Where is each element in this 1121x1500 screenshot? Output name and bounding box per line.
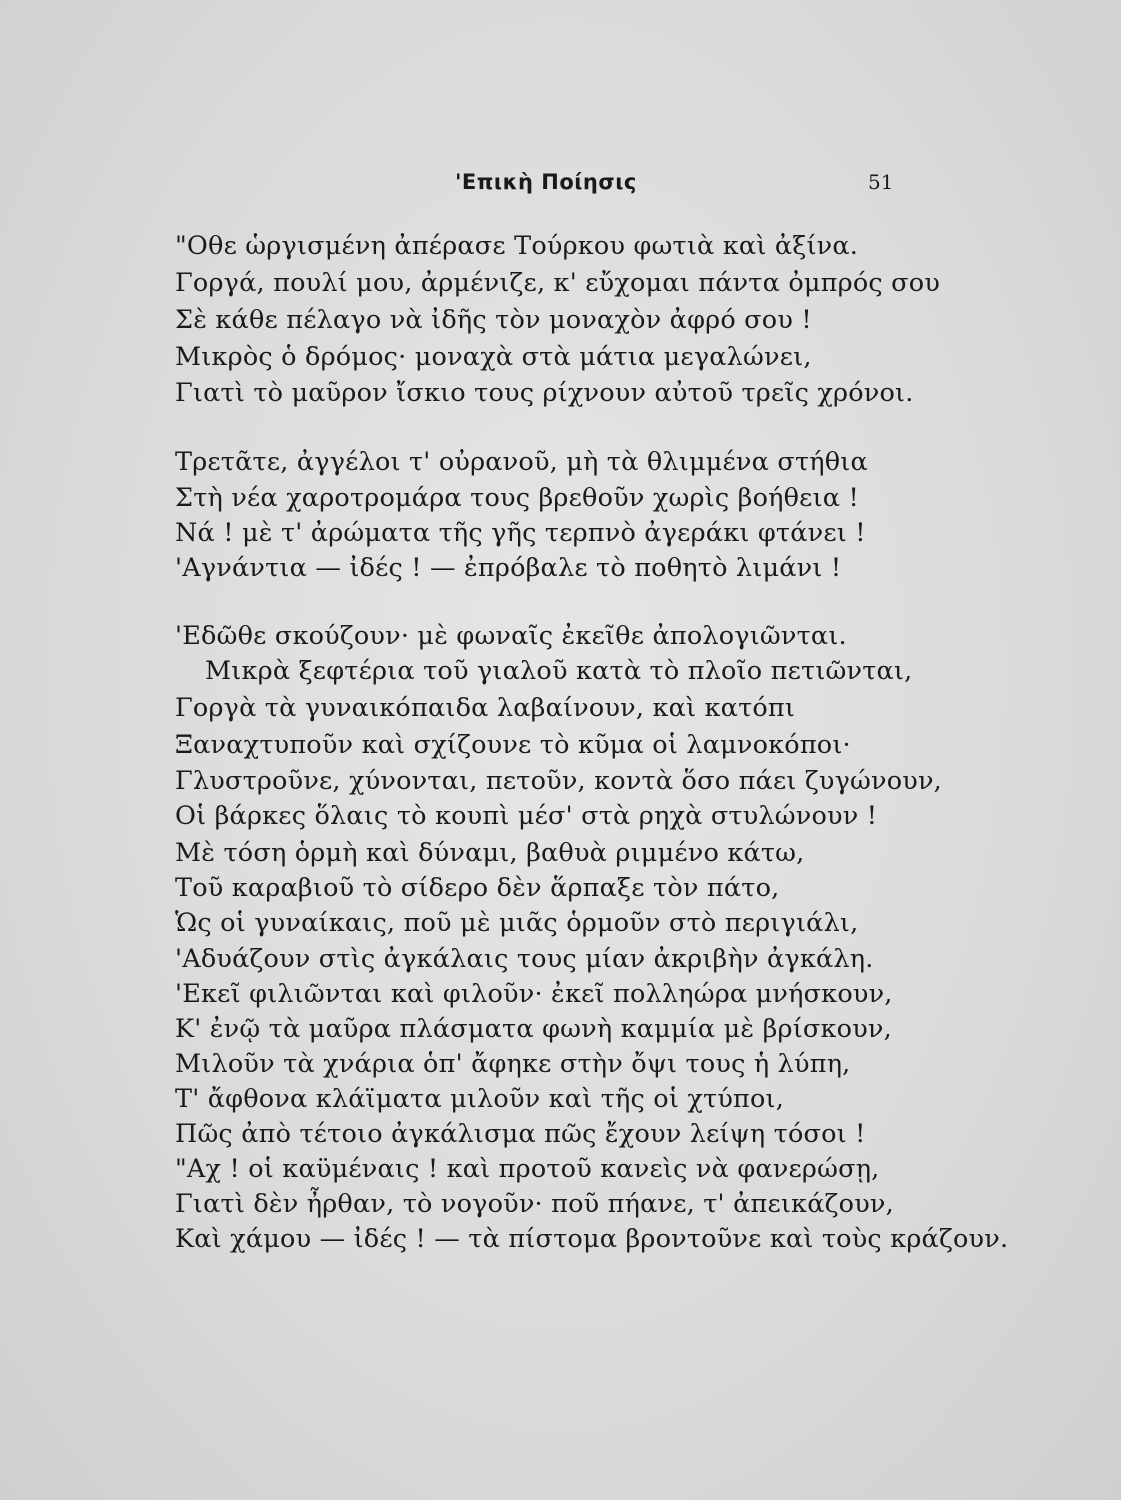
- running-title: 'Επικὴ Ποίησις: [455, 170, 637, 194]
- poem-line: Νά ! μὲ τ' ἀρώματα τῆς γῆς τερπνὸ ἀγεράκι φτάνει !: [175, 518, 866, 548]
- page-number: 51: [868, 170, 894, 194]
- poem-line: Γοργὰ τὰ γυναικόπαιδα λαβαίνουν, καὶ κατόπι: [175, 693, 796, 723]
- poem-line: Γλυστροῦνε, χύνονται, πετοῦν, κοντὰ ὅσο πάει ζυγώνουν,: [175, 766, 942, 796]
- poem-line: "Αχ ! οἱ καϋμέναις ! καὶ προτοῦ κανεὶς νὰ φανερώσῃ,: [175, 1154, 880, 1184]
- poem-line: Κ' ἐνῷ τὰ μαῦρα πλάσματα φωνὴ καμμία μὲ βρίσκουν,: [175, 1014, 892, 1044]
- poem-line: Καὶ χάμου — ἰδές ! — τὰ πίστομα βροντοῦνε καὶ τοὺς κράζουν.: [175, 1224, 1009, 1254]
- poem-line: Τοῦ καραβιοῦ τὸ σίδερο δὲν ἅρπαξε τὸν πάτο,: [175, 873, 780, 903]
- poem-line: "Οθε ὡργισμένη ἀπέρασε Τούρκου φωτιὰ καὶ ἀξίνα.: [175, 231, 859, 261]
- poem-line: Στὴ νέα χαροτρομάρα τους βρεθοῦν χωρὶς βοήθεια !: [175, 483, 859, 513]
- poem-line: 'Αγνάντια — ἰδές ! — ἐπρόβαλε τὸ ποθητὸ λιμάνι !: [175, 553, 842, 583]
- poem-line: Μικρὸς ὁ δρόμος· μοναχὰ στὰ μάτια μεγαλώνει,: [175, 342, 812, 372]
- poem-line: Τ' ἄφθονα κλάϊματα μιλοῦν καὶ τῆς οἱ χτύποι,: [175, 1084, 785, 1114]
- poem-line: 'Εκεῖ φιλιῶνται καὶ φιλοῦν· ἐκεῖ πολληώρα μνήσκουν,: [175, 979, 893, 1009]
- poem-line: Σὲ κάθε πέλαγο νὰ ἰδῆς τὸν μοναχὸν ἀφρό σου !: [175, 305, 812, 335]
- poem-line: Μιλοῦν τὰ χνάρια ὁπ' ἄφηκε στὴν ὄψι τους ἡ λύπη,: [175, 1049, 851, 1079]
- poem-line: Μικρὰ ξεφτέρια τοῦ γιαλοῦ κατὰ τὸ πλοῖο πετιῶνται,: [205, 656, 913, 686]
- poem-line: Γιατὶ τὸ μαῦρον ἴσκιο τους ρίχνουν αὐτοῦ τρεῖς χρόνοι.: [175, 378, 914, 408]
- poem-line: Γιατὶ δὲν ἦρθαν, τὸ νογοῦν· ποῦ πήανε, τ' ἀπεικάζουν,: [175, 1189, 894, 1219]
- poem-line: Τρετᾶτε, ἀγγέλοι τ' οὐρανοῦ, μὴ τὰ θλιμμένα στήθια: [175, 447, 868, 477]
- poem-line: 'Εδῶθε σκούζουν· μὲ φωναῖς ἐκεῖθε ἀπολογιῶνται.: [175, 621, 847, 651]
- poem-line: Ὡς οἱ γυναίκαις, ποῦ μὲ μιᾶς ὁρμοῦν στὸ περιγιάλι,: [175, 908, 859, 938]
- poem-line: Ξαναχτυποῦν καὶ σχίζουνε τὸ κῦμα οἱ λαμνοκόποι·: [175, 730, 851, 760]
- poem-line: Γοργά, πουλί μου, ἀρμένιζε, κ' εὔχομαι πάντα ὀμπρός σου: [175, 268, 941, 298]
- poem-line: Οἱ βάρκες ὅλαις τὸ κουπὶ μέσ' στὰ ρηχὰ στυλώνουν !: [175, 801, 878, 831]
- poem-line: Πῶς ἀπὸ τέτοιο ἀγκάλισμα πῶς ἔχουν λείψη τόσοι !: [175, 1119, 866, 1149]
- running-head: [0, 170, 1121, 200]
- poem-line: 'Αδυάζουν στὶς ἀγκάλαις τους μίαν ἀκριβὴν ἀγκάλη.: [175, 944, 874, 974]
- poem-line: Μὲ τόση ὁρμὴ καὶ δύναμι, βαθυὰ ριμμένο κάτω,: [175, 838, 805, 868]
